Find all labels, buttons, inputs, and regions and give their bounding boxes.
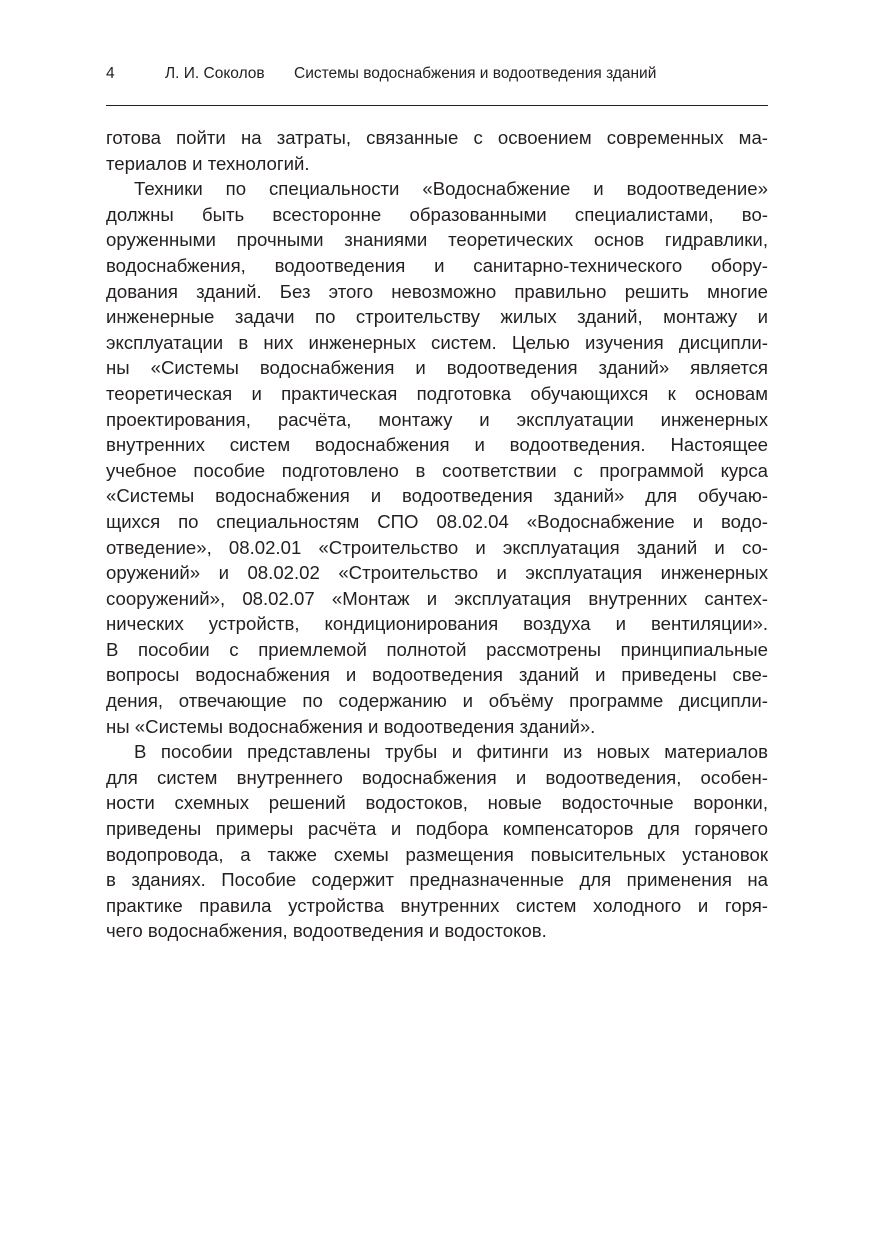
- text-line: щихся по специальностям СПО 08.02.04 «Водоснабжение и водо-: [106, 510, 768, 532]
- text-line: проектирования, расчёта, монтажу и эксплуатации инженерных: [106, 408, 768, 430]
- header-rule: [106, 105, 768, 106]
- paragraph: [106, 739, 768, 944]
- text-line: эксплуатации в них инженерных систем. Целью изучения дисципли-: [106, 331, 768, 353]
- text-line: ности схемных решений водостоков, новые водосточные воронки,: [106, 792, 768, 814]
- text-line: в зданиях. Пособие содержит предназначенные для применения на: [106, 869, 768, 891]
- text-line: водоснабжения, водоотведения и санитарно-технического обору-: [106, 254, 768, 276]
- text-line: приведены примеры расчёта и подбора компенсаторов для горячего: [106, 818, 768, 840]
- body-text: [106, 125, 768, 944]
- text-line: теоретическая и практическая подготовка обучающихся к основам: [106, 382, 768, 404]
- text-line: Техники по специальности «Водоснабжение и водоотведение»: [134, 178, 768, 200]
- text-line: оруженными прочными знаниями теоретических основ гидравлики,: [106, 229, 768, 251]
- text-line: сооружений», 08.02.07 «Монтаж и эксплуатация внутренних сантех-: [106, 587, 768, 609]
- text-line: внутренних систем водоснабжения и водоотведения. Настоящее: [106, 434, 768, 456]
- text-line: отведение», 08.02.01 «Строительство и эксплуатация зданий и со-: [106, 536, 768, 558]
- page-number: 4: [106, 65, 115, 82]
- running-header: [106, 63, 768, 85]
- text-line: инженерные задачи по строительству жилых зданий, монтажу и: [106, 306, 768, 328]
- text-line: ны «Системы водоснабжения и водоотведения зданий» является: [106, 357, 768, 379]
- text-line: готова пойти на затраты, связанные с освоением современных ма-: [106, 127, 768, 148]
- text-line: дования зданий. Без этого невозможно правильно решить многие: [106, 280, 768, 302]
- text-line: ны «Системы водоснабжения и водоотведения зданий».: [106, 715, 596, 737]
- text-line: нических устройств, кондиционирования воздуха и вентиляции».: [106, 613, 768, 635]
- text-line: должны быть всесторонне образованными специалистами, во-: [106, 203, 768, 225]
- header-author: Л. И. Соколов: [165, 65, 265, 82]
- text-line: териалов и технологий.: [106, 152, 310, 174]
- text-line: для систем внутреннего водоснабжения и водоотведения, особен-: [106, 766, 768, 788]
- text-line: учебное пособие подготовлено в соответствии с программой курса: [106, 459, 768, 481]
- text-line: «Системы водоснабжения и водоотведения зданий» для обучаю-: [106, 485, 768, 507]
- header-title: Системы водоснабжения и водоотведения зданий: [294, 65, 657, 82]
- text-line: В пособии представлены трубы и фитинги из новых материалов: [134, 741, 768, 763]
- text-line: водопровода, а также схемы размещения повысительных установок: [106, 843, 768, 865]
- text-line: оружений» и 08.02.02 «Строительство и эксплуатация инженерных: [106, 562, 768, 584]
- paragraph: [106, 176, 768, 739]
- text-line: практике правила устройства внутренних систем холодного и горя-: [106, 894, 768, 916]
- text-line: дения, отвечающие по содержанию и объёму программе дисципли-: [106, 690, 768, 712]
- text-line: чего водоснабжения, водоотведения и водостоков.: [106, 920, 547, 942]
- text-line: В пособии с приемлемой полнотой рассмотрены принципиальные: [106, 638, 768, 660]
- text-line: вопросы водоснабжения и водоотведения зданий и приведены све-: [106, 664, 768, 686]
- paragraph: [106, 125, 768, 176]
